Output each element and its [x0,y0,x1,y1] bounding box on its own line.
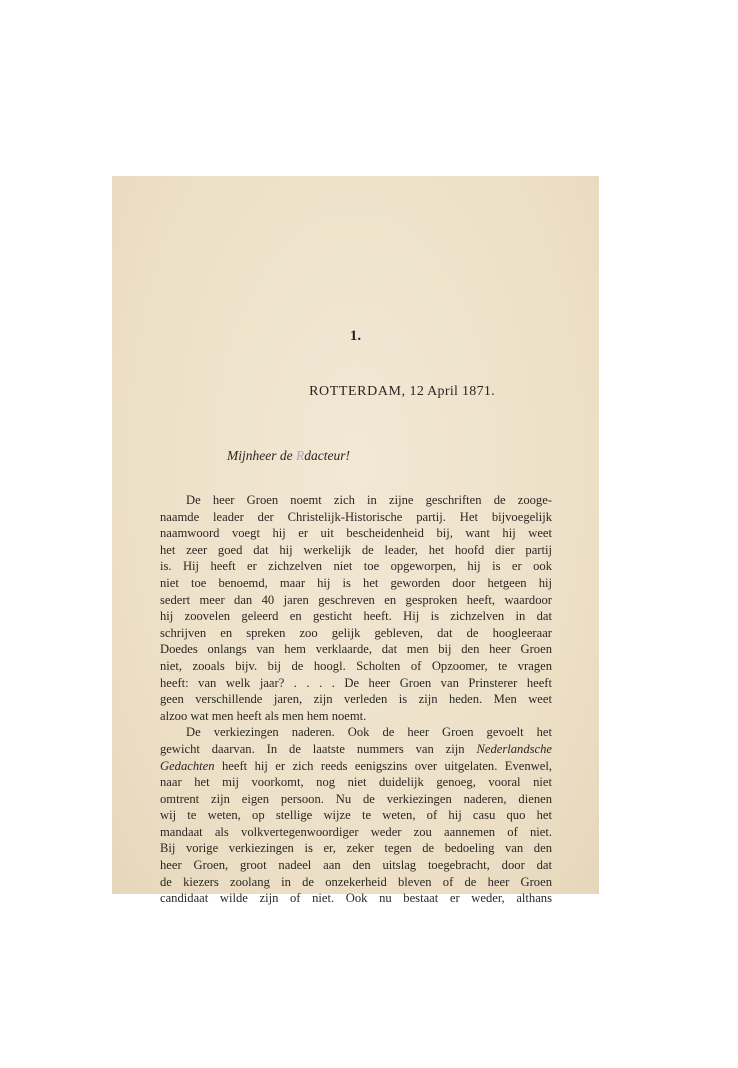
text-line: naamde leader der Christelijk-Historische partij. Het bijvoegelijk [160,509,552,524]
paragraph-2 [160,724,552,907]
text-line-with-italic [160,741,552,758]
text-line: omtrent zijn eigen persoon. Nu de verkiezingen naderen, dienen [160,791,552,806]
text-line: naar het mij voorkomt, nog niet duidelijk genoeg, vooral niet [160,775,552,790]
dateline-place: ROTTERDAM, [309,384,406,399]
italic-title-fragment: Nederlandsche [476,741,552,756]
text-line: geen verschillende jaren, zijn verleden is zijn heden. Men weet [160,692,552,707]
paragraph-1 [160,492,552,724]
text-line: de kiezers zoolang in de onzekerheid bleven of de heer Groen [160,874,552,889]
salutation-after: dacteur! [304,448,350,463]
letter-body [160,492,552,907]
text-line-with-italic [160,758,552,775]
chapter-number: 1. [349,328,362,344]
text-line: mandaat als volkvertegenwoordiger weder zou aannemen of niet. [160,824,552,839]
dateline-date: 12 April 1871. [409,384,495,399]
salutation [227,448,350,464]
text-line: Bij vorige verkiezingen is er, zeker tegen de bedoeling van den [160,841,552,856]
text-line: De heer Groen noemt zich in zijne geschriften de zooge- [186,493,552,507]
text-line: alzoo wat men heeft als men hem noemt. [160,708,367,723]
text-line: hij zoovelen geleerd en gesticht heeft. Hij is zichzelven in dat [160,609,552,624]
text-line: sedert meer dan 40 jaren geschreven en gesproken heeft, waardoor [160,592,552,607]
text-fragment: gewicht daarvan. In de laatste nummers van zijn [160,741,465,756]
text-line: candidaat wilde zijn of niet. Ook nu bestaat er weder, althans [160,891,552,906]
salutation-before: Mijnheer de [227,448,296,463]
text-line: het zeer goed dat hij werkelijk de leader, het hoofd dier partij [160,542,552,557]
book-page [112,176,599,906]
salutation-faded-letter: R [295,448,305,463]
dateline [309,384,495,400]
text-line: niet toe benoemd, maar hij is het geworden door hetgeen hij [160,575,552,590]
text-line: Doedes onlangs van hem verklaarde, dat men bij den heer Groen [160,642,552,657]
italic-title-fragment: Gedachten [160,758,215,773]
text-fragment: heeft hij er zich reeds eenigszins over uitgelaten. Evenwel, [221,758,552,773]
text-line: is. Hij heeft er zichzelven niet toe opgeworpen, hij is er ook [160,559,552,574]
text-line: schrijven en spreken zoo gelijk gebleven, dat de hoogleeraar [160,625,552,640]
text-line: niet, zooals bijv. bij de hoogl. Scholten of Opzoomer, te vragen [160,658,552,673]
text-line: heeft: van welk jaar? . . . . De heer Groen van Prinsterer heeft [160,675,552,690]
text-line: De verkiezingen naderen. Ook de heer Groen gevoelt het [186,725,552,740]
text-line: naamwoord voegt hij er uit bescheidenheid bij, want hij weet [160,526,552,541]
text-line: wij te weten, op stellige wijze te weten, of hij casu quo het [160,808,552,823]
text-line: heer Groen, groot nadeel aan den uitslag toegebracht, door dat [160,858,552,873]
